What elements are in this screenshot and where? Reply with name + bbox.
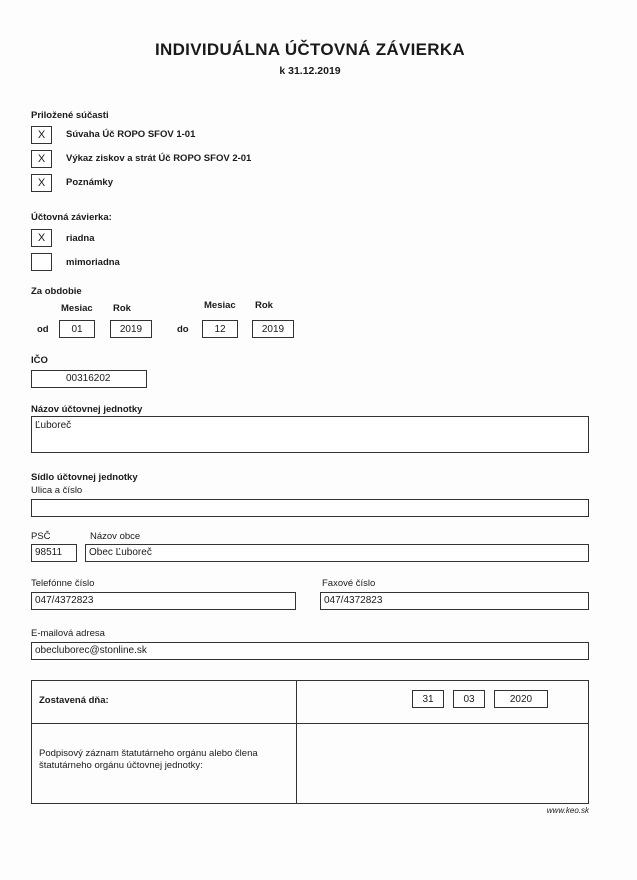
attachments-heading: Priložené súčasti — [31, 110, 109, 121]
attachment-checkbox-notes[interactable]: X — [31, 174, 52, 192]
email-label: E-mailová adresa — [31, 628, 105, 639]
closing-label-regular: riadna — [66, 233, 95, 244]
period-from-year-label: Rok — [113, 303, 131, 314]
period-from-month-field[interactable]: 01 — [59, 320, 95, 338]
phone-label: Telefónne číslo — [31, 578, 95, 589]
period-from-label: od — [37, 324, 49, 335]
attachment-label-profit-loss: Výkaz ziskov a strát Úč ROPO SFOV 2-01 — [66, 153, 252, 164]
period-heading: Za obdobie — [31, 286, 82, 297]
psc-label: PSČ — [31, 531, 51, 542]
street-field[interactable] — [31, 499, 589, 517]
fax-field[interactable]: 047/4372823 — [320, 592, 589, 610]
document-title: INDIVIDUÁLNA ÚČTOVNÁ ZÁVIERKA — [155, 40, 465, 59]
footer-website: www.keo.sk — [546, 806, 589, 815]
period-to-month-field[interactable]: 12 — [202, 320, 238, 338]
ico-field[interactable]: 00316202 — [31, 370, 147, 388]
signature-area[interactable] — [296, 723, 588, 803]
unit-name-field[interactable]: Ľuboreč — [31, 416, 589, 453]
compiled-month-field[interactable]: 03 — [453, 690, 485, 708]
attachment-checkbox-balance[interactable]: X — [31, 126, 52, 144]
period-to-label: do — [177, 324, 189, 335]
city-field[interactable]: Obec Ľuboreč — [85, 544, 589, 562]
closing-label-extraordinary: mimoriadna — [66, 257, 120, 268]
closing-checkbox-regular[interactable]: X — [31, 229, 52, 247]
document-date: k 31.12.2019 — [279, 65, 341, 77]
period-from-month-label: Mesiac — [61, 303, 93, 314]
psc-field[interactable]: 98511 — [31, 544, 77, 562]
signature-label-line1: Podpisový záznam štatutárneho orgánu alebo člena — [39, 748, 258, 759]
compiled-year-field[interactable]: 2020 — [494, 690, 548, 708]
street-label: Ulica a číslo — [31, 485, 83, 496]
attachment-checkbox-profit-loss[interactable]: X — [31, 150, 52, 168]
city-label: Názov obce — [90, 531, 141, 542]
unit-name-label: Názov účtovnej jednotky — [31, 404, 143, 415]
fax-label: Faxové číslo — [322, 578, 376, 589]
attachment-label-notes: Poznámky — [66, 177, 113, 188]
closing-type-heading: Účtovná závierka: — [31, 212, 112, 223]
email-field[interactable]: obecluborec@stonline.sk — [31, 642, 589, 660]
address-heading: Sídlo účtovnej jednotky — [31, 472, 138, 483]
compiled-date-label: Zostavená dňa: — [39, 695, 109, 706]
period-to-month-label: Mesiac — [204, 300, 236, 311]
closing-checkbox-extraordinary[interactable] — [31, 253, 52, 271]
attachment-label-balance: Súvaha Úč ROPO SFOV 1-01 — [66, 129, 196, 140]
compiled-day-field[interactable]: 31 — [412, 690, 444, 708]
period-from-year-field[interactable]: 2019 — [110, 320, 152, 338]
signature-label-line2: štatutárneho orgánu účtovnej jednotky: — [39, 760, 203, 771]
period-to-year-field[interactable]: 2019 — [252, 320, 294, 338]
phone-field[interactable]: 047/4372823 — [31, 592, 296, 610]
period-to-year-label: Rok — [255, 300, 273, 311]
ico-label: IČO — [31, 355, 48, 366]
